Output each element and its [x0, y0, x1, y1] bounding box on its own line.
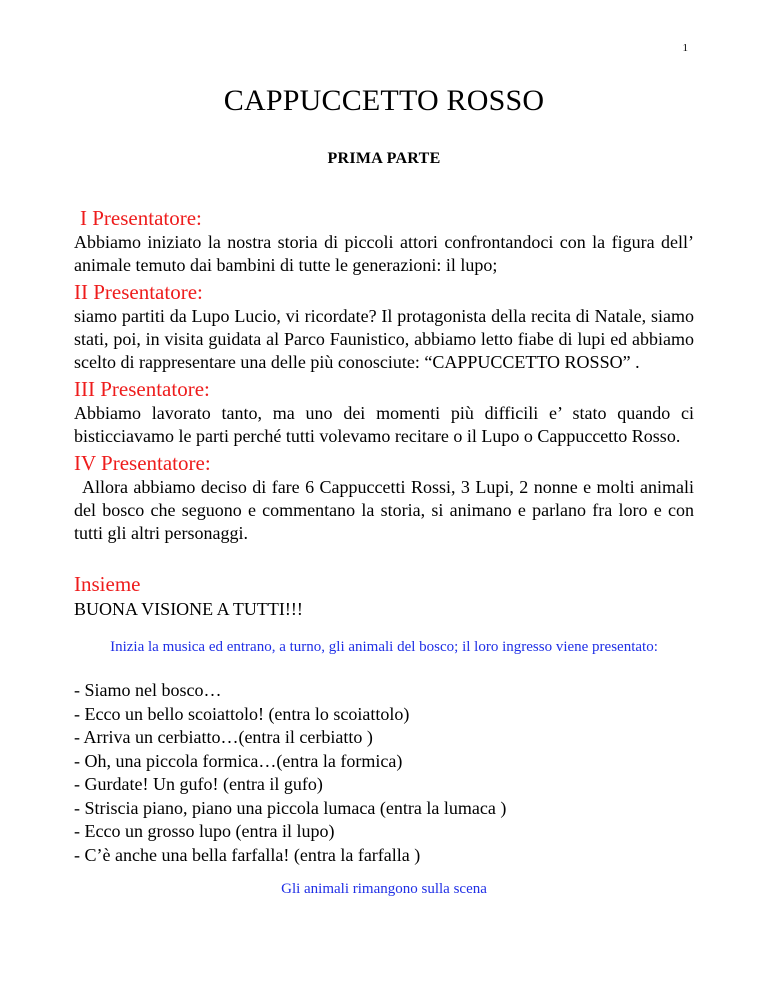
speaker-2-text: siamo partiti da Lupo Lucio, vi ricordate? Il protagonista della recita di Natale, siamo stati, poi, in visita guidata al Parco Faunistico, abbiamo letto fiabe di lupi ed abbiamo scelto di rappresentare una delle più conosciute: “CAPPUCCETTO ROSSO” .: [74, 306, 694, 372]
speaker-3-text: Abbiamo lavorato tanto, ma uno dei momenti più difficili e’ stato quando ci bisticciavamo le parti perché tutti volevamo recitare o il Lupo o Cappuccetto Rosso.: [74, 403, 694, 446]
speaker-2-heading: II Presentatore:: [74, 280, 203, 304]
document-body: [74, 205, 694, 898]
document-title: CAPPUCCETTO ROSSO: [223, 84, 545, 117]
page-number: 1: [682, 42, 688, 54]
list-item: - Ecco un grosso lupo (entra il lupo): [74, 821, 335, 841]
section-spacer: [74, 547, 694, 571]
list-item: - Siamo nel bosco…: [74, 680, 222, 700]
list-item: - Gurdate! Un gufo! (entra il gufo): [74, 774, 323, 794]
speaker-3-heading: III Presentatore:: [74, 377, 210, 401]
stage-direction-intro: Inizia la musica ed entrano, a turno, gli animali del bosco; il loro ingresso viene presentato:: [110, 639, 658, 655]
speaker-4-heading: IV Presentatore:: [74, 451, 211, 475]
list-item: - Oh, una piccola formica…(entra la formica): [74, 750, 403, 771]
list-item: - Striscia piano, piano una piccola lumaca (entra la lumaca ): [74, 797, 507, 818]
speaker-4-text: Allora abbiamo deciso di fare 6 Cappuccetti Rossi, 3 Lupi, 2 nonne e molti animali del bosco che seguono e commentano la storia, si animano e parlano fra loro e con tutti gli altri personaggi.: [74, 477, 694, 543]
list-item: - Arriva un cerbiatto…(entra il cerbiatto ): [74, 727, 373, 747]
document-subtitle: PRIMA PARTE: [327, 150, 441, 167]
speaker-1-text: Abbiamo iniziato la nostra storia di piccoli attori confrontandoci con la figura dell’ animale temuto dai bambini di tutte le generazioni: il lupo;: [74, 232, 694, 275]
together-heading: Insieme: [74, 572, 141, 596]
list-item: - C’è anche una bella farfalla! (entra la farfalla ): [74, 844, 421, 865]
stage-direction-closing: Gli animali rimangono sulla scena: [281, 881, 487, 897]
together-text: BUONA VISIONE A TUTTI!!!: [74, 599, 303, 619]
speaker-1-heading: I Presentatore:: [80, 206, 202, 230]
list-item: - Ecco un bello scoiattolo! (entra lo scoiattolo): [74, 703, 410, 724]
animal-lines-list: [74, 679, 694, 867]
